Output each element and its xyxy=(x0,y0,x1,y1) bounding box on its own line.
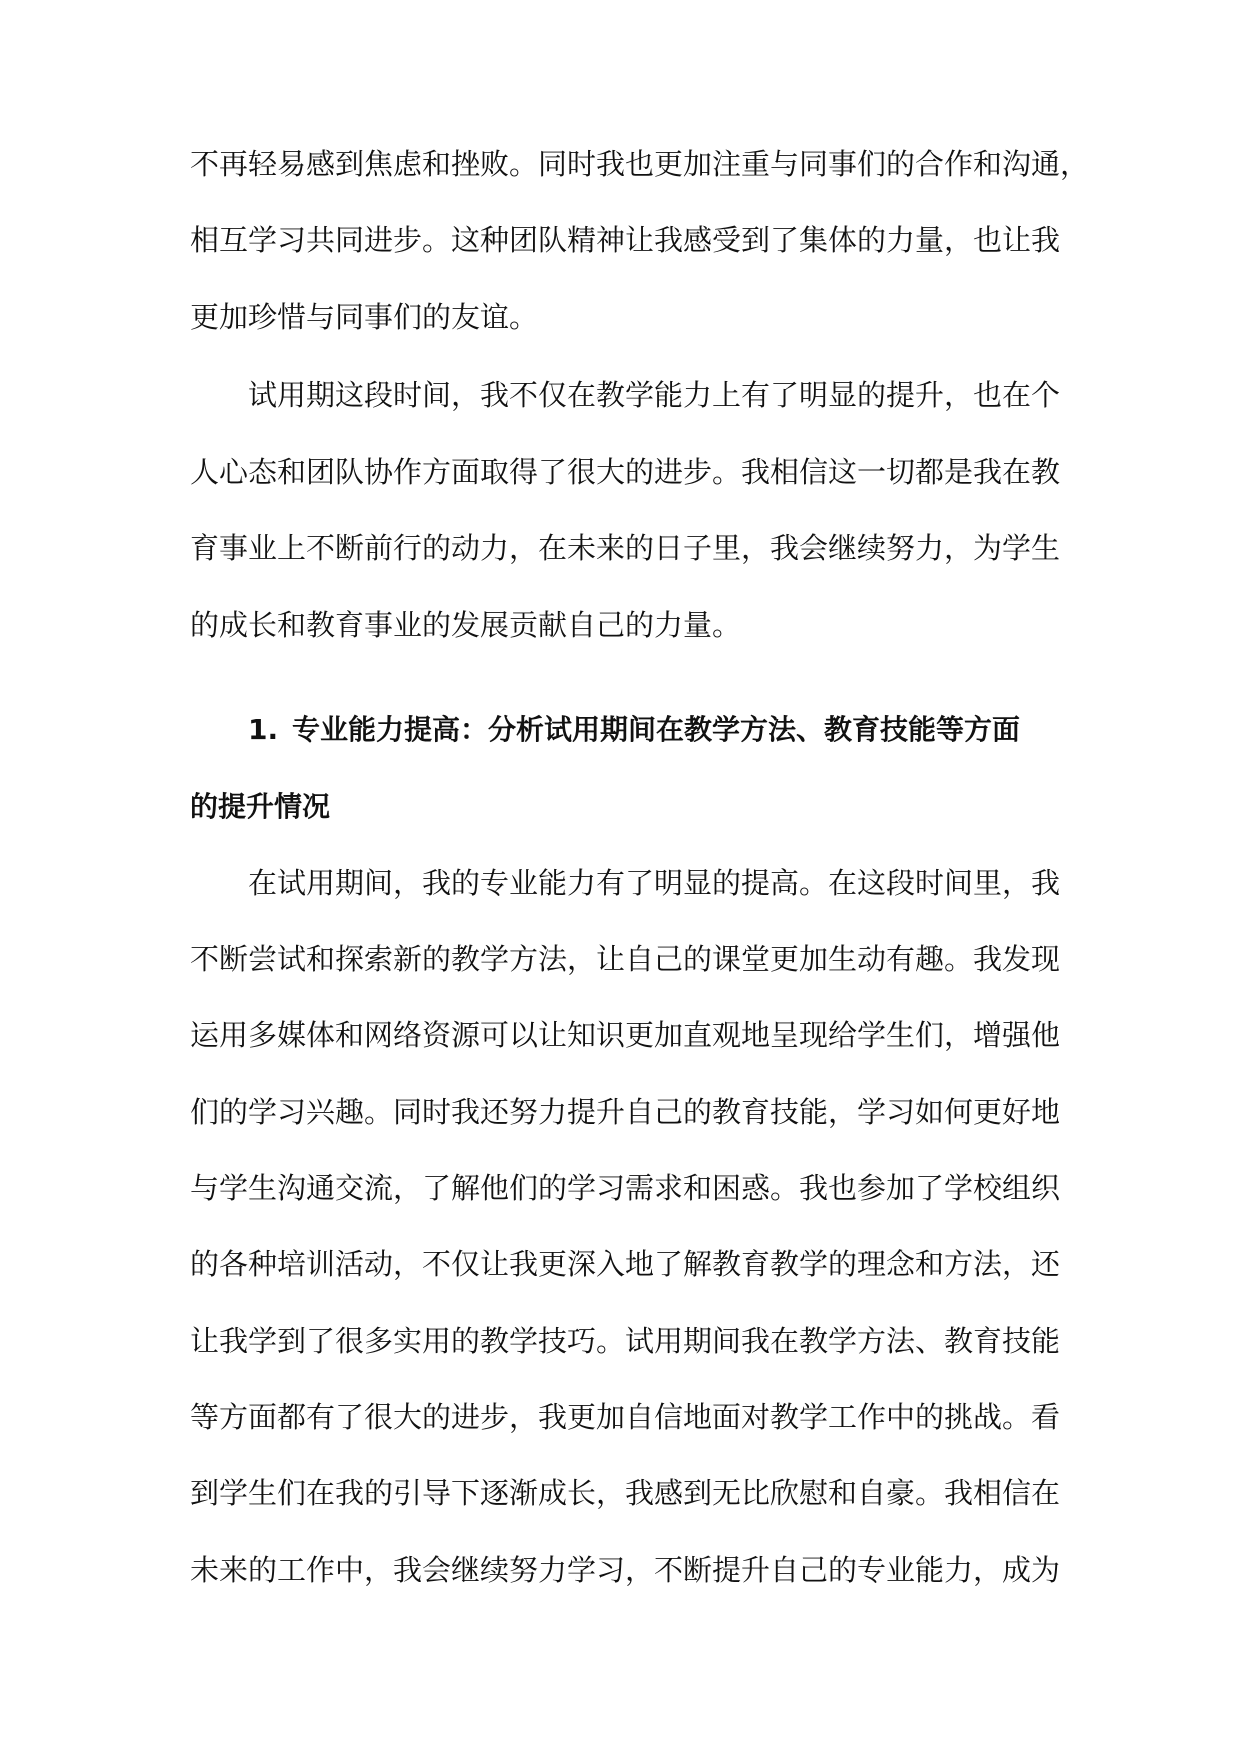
paragraph-line: 到学生们在我的引导下逐渐成长，我感到无比欣慰和自豪。我相信在 xyxy=(190,1476,1061,1510)
section-heading-number: 1. xyxy=(248,713,279,746)
paragraph-line: 人心态和团队协作方面取得了很大的进步。我相信这一切都是我在教 xyxy=(190,455,1061,489)
paragraph-line: 在试用期间，我的专业能力有了明显的提高。在这段时间里，我 xyxy=(248,866,1061,900)
section-heading-text: 专业能力提高：分析试用期间在教学方法、教育技能等方面 xyxy=(292,713,1021,746)
paragraph-line: 等方面都有了很大的进步，我更加自信地面对教学工作中的挑战。看 xyxy=(190,1400,1061,1434)
paragraph-line: 的各种培训活动，不仅让我更深入地了解教育教学的理念和方法，还 xyxy=(190,1247,1061,1281)
paragraph-line: 不再轻易感到焦虑和挫败。同时我也更加注重与同事们的合作和沟通， xyxy=(190,147,1090,181)
paragraph-line: 运用多媒体和网络资源可以让知识更加直观地呈现给学生们，增强他 xyxy=(190,1018,1061,1052)
paragraph-line: 更加珍惜与同事们的友谊。 xyxy=(190,300,539,334)
paragraph-line: 不断尝试和探索新的教学方法，让自己的课堂更加生动有趣。我发现 xyxy=(190,942,1061,976)
paragraph-line: 未来的工作中，我会继续努力学习，不断提升自己的专业能力，成为 xyxy=(190,1553,1061,1587)
paragraph-line: 让我学到了很多实用的教学技巧。试用期间我在教学方法、教育技能 xyxy=(190,1324,1061,1358)
paragraph-line: 们的学习兴趣。同时我还努力提升自己的教育技能，学习如何更好地 xyxy=(190,1095,1061,1129)
section-heading xyxy=(248,710,1128,750)
section-heading-continuation: 的提升情况 xyxy=(190,790,331,823)
paragraph-line: 相互学习共同进步。这种团队精神让我感受到了集体的力量，也让我 xyxy=(190,223,1061,257)
paragraph-line: 的成长和教育事业的发展贡献自己的力量。 xyxy=(190,608,742,642)
paragraph-line: 育事业上不断前行的动力，在未来的日子里，我会继续努力，为学生 xyxy=(190,531,1061,565)
paragraph-line: 试用期这段时间，我不仅在教学能力上有了明显的提升，也在个 xyxy=(248,378,1061,412)
paragraph-line: 与学生沟通交流，了解他们的学习需求和困惑。我也参加了学校组织 xyxy=(190,1171,1061,1205)
